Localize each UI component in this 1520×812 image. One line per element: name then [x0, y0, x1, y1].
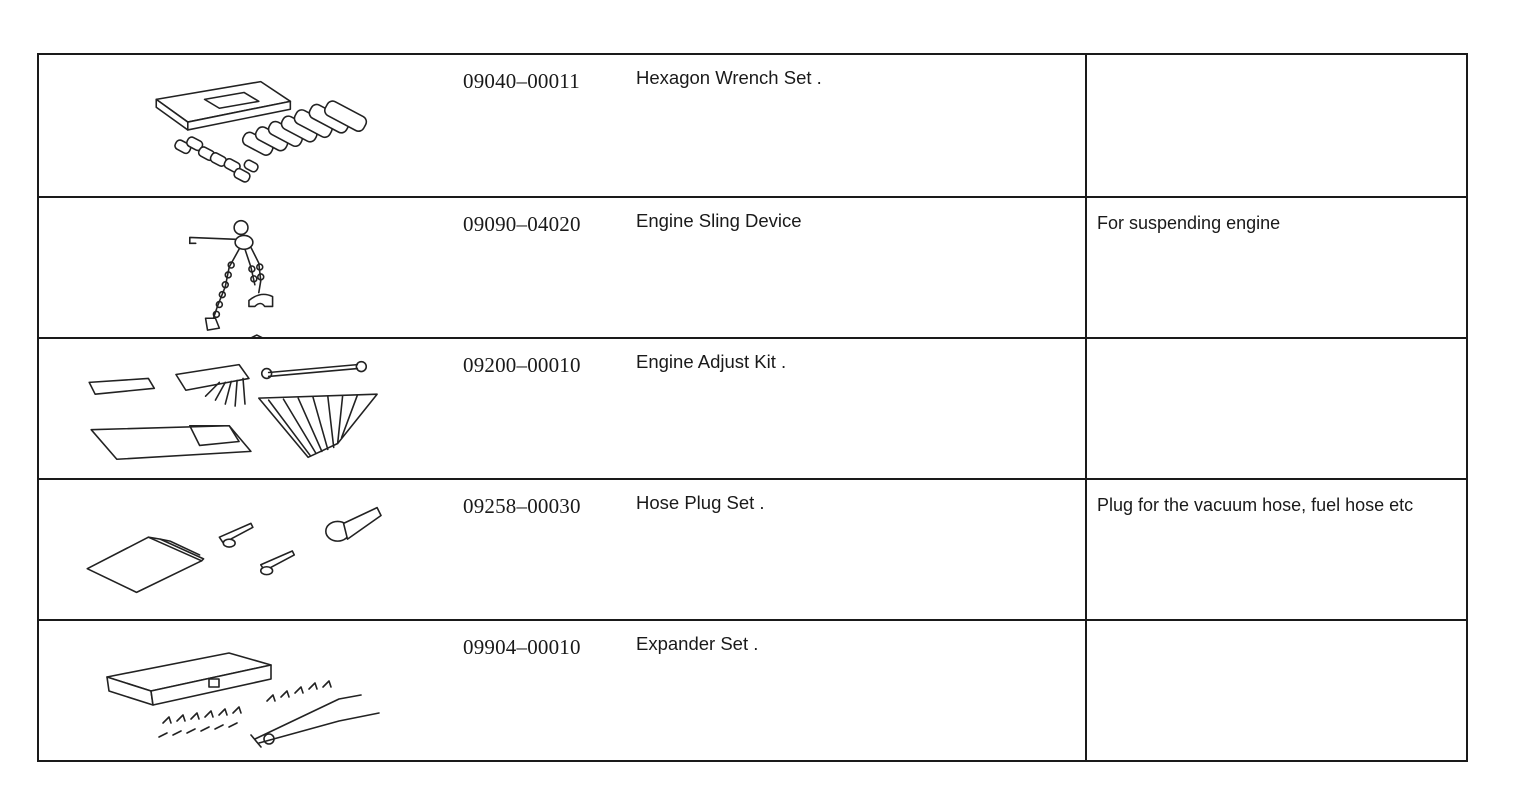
tool-note: For suspending engine — [1097, 213, 1281, 233]
tool-note: Plug for the vacuum hose, fuel hose etc — [1097, 495, 1414, 515]
hexagon-wrench-set-illustration — [39, 55, 449, 196]
engine-adjust-kit-illustration — [39, 339, 449, 478]
column-divider — [1085, 198, 1087, 337]
table-row — [39, 339, 1466, 480]
engine-sling-device-illustration — [39, 198, 449, 337]
hexagon-wrench-set-icon — [39, 55, 449, 196]
part-number: 09200–00010 — [463, 353, 581, 377]
table-row — [39, 480, 1466, 621]
expander-set-illustration — [39, 621, 449, 762]
tool-name: Expander Set . — [636, 633, 759, 654]
hose-plug-set-illustration — [39, 480, 449, 619]
hose-plug-set-icon — [39, 480, 449, 619]
table-row — [39, 198, 1466, 339]
engine-sling-device-icon — [39, 198, 449, 337]
column-divider — [1085, 55, 1087, 196]
part-number: 09258–00030 — [463, 494, 581, 518]
table-row — [39, 55, 1466, 198]
column-divider — [1085, 621, 1087, 762]
tool-name: Engine Sling Device — [636, 210, 802, 231]
tool-name: Hexagon Wrench Set . — [636, 67, 822, 88]
column-divider — [1085, 480, 1087, 619]
special-tools-table — [37, 53, 1468, 762]
part-number: 09090–04020 — [463, 212, 581, 236]
part-number: 09904–00010 — [463, 635, 581, 659]
tool-name: Engine Adjust Kit . — [636, 351, 787, 372]
tool-name: Hose Plug Set . — [636, 492, 765, 513]
column-divider — [1085, 339, 1087, 478]
engine-adjust-kit-icon — [39, 339, 449, 478]
table-row — [39, 621, 1466, 762]
expander-set-icon — [39, 621, 449, 762]
part-number: 09040–00011 — [463, 69, 580, 93]
